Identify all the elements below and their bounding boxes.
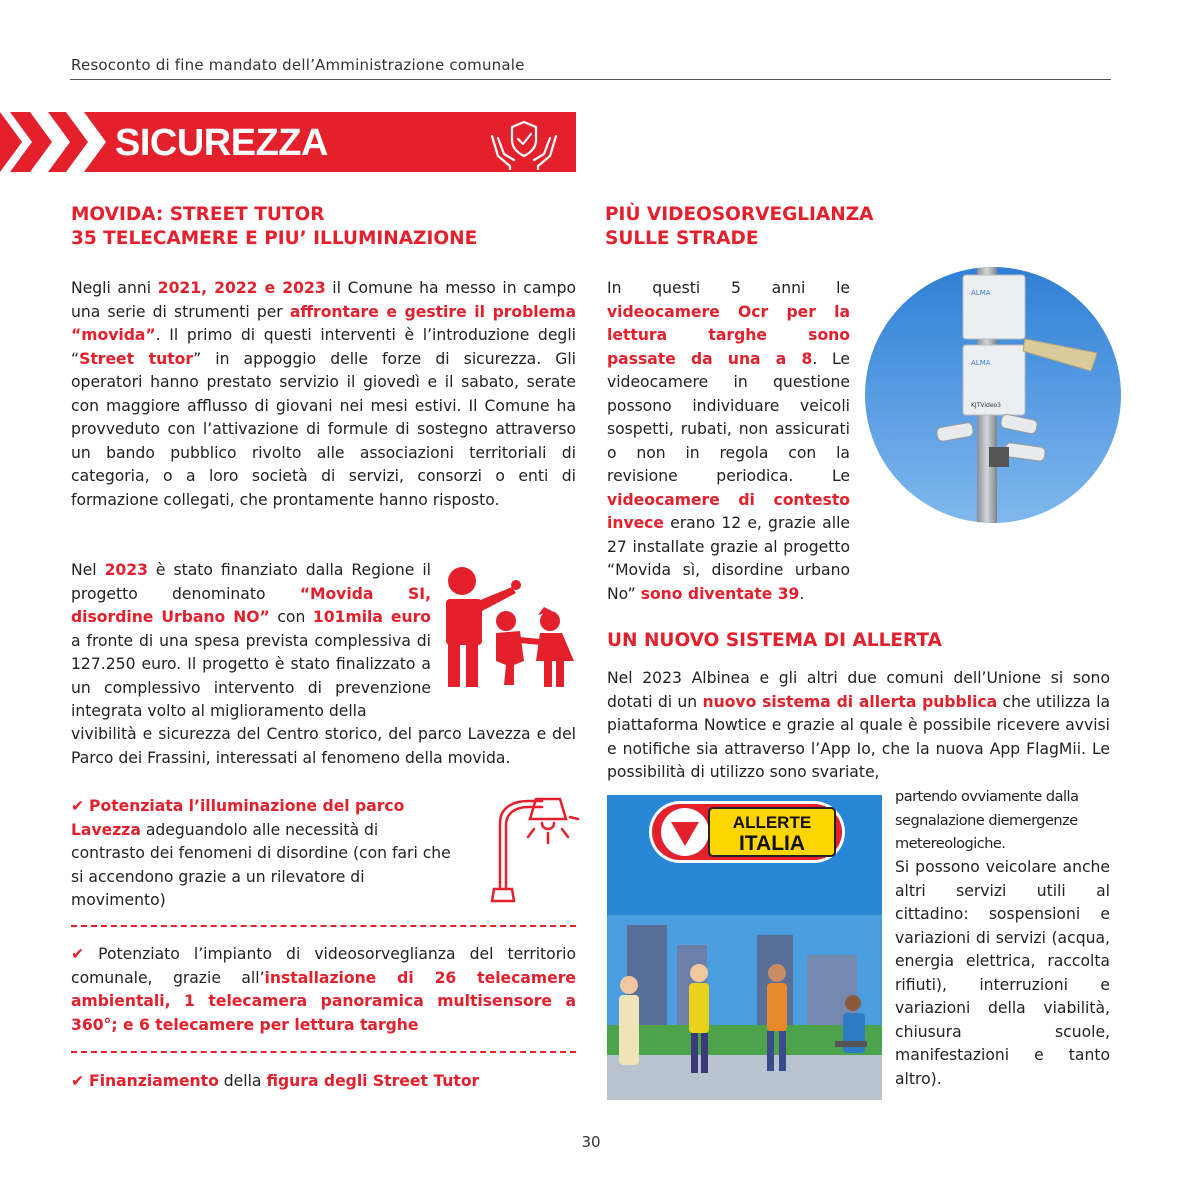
check-item-financing: [71, 1070, 576, 1094]
allerta-heading: UN NUOVO SISTEMA DI ALLERTA: [607, 630, 942, 651]
text: Negli anni: [71, 279, 158, 297]
highlight: 101mila euro: [312, 608, 431, 626]
movida-paragraph-2-tail: vivibilità e sicurezza del Centro storico, del parco Lavezza e del Parco dei Frassini, interessati al fenomeno della movida.: [71, 725, 576, 767]
text: è stato finanziato dalla Regione il progetto denominato: [71, 561, 431, 603]
text: con: [269, 608, 313, 626]
allerta-paragraph: [607, 667, 1110, 785]
camera-label: KJTVideo3: [971, 402, 1001, 409]
dashed-divider: [71, 1051, 576, 1053]
text: ” in appoggio delle forze di sicurezza. Gli operatori hanno prestato servizio il giovedì e il sabato, serate con maggiore afflusso di giovani nei mesi estivi. Il Comune ha provveduto con l’attivazione di formule di sostegno attraverso un bando pubblico rivolto alle associazioni territoriali di categoria, o a loro società di servizi, consorzi o enti di formazione collegati, che prontamente hanno risposto.: [71, 349, 576, 509]
text: Nel: [71, 561, 105, 579]
text: adeguandolo alle necessità di contrasto dei fenomeni di disordine (con fari che si accendono grazie a un rilevatore di movimento): [71, 820, 451, 909]
text: .: [799, 584, 805, 603]
text: . Il primo di questi interventi è l’introduzione degli “: [71, 326, 576, 368]
text: della: [218, 1072, 267, 1090]
highlight: Finanziamento: [89, 1072, 219, 1090]
highlight: nuovo sistema di allerta pubblica: [702, 692, 998, 711]
highlight: Street tutor: [79, 349, 194, 368]
highlight: videocamere Ocr per la lettura targhe sono passate da una a 8: [607, 302, 850, 368]
street-tutor-illustration: [440, 565, 580, 695]
camera-label: ALMA: [971, 359, 991, 367]
section-banner: [0, 112, 576, 172]
check-item-illumination: [71, 795, 451, 913]
movida-heading-line2: 35 TELECAMERE E PIU’ ILLUMINAZIONE: [71, 228, 478, 249]
text: erano 12 e, grazie alle 27 installate grazie al progetto “Movida sì, disordine urbano No”: [607, 514, 850, 603]
page-number: 30: [581, 1133, 601, 1151]
shield-hands-icon: [488, 116, 560, 170]
highlight: videocamere di contesto invece: [607, 490, 850, 532]
dashed-divider: [71, 925, 576, 927]
street-lamp-icon: [480, 793, 580, 905]
check-mark: ✔: [71, 1072, 85, 1090]
highlight: 2023: [104, 561, 148, 579]
check-mark: ✔: [71, 797, 85, 815]
highlight: Potenziata l’illuminazione del parco Lavezza: [71, 797, 405, 839]
highlight: installazione di 26 telecamere ambientali, 1 telecamera panoramica multisensore a 360°; e 6 telecamere per lettura targhe: [71, 968, 576, 1034]
text: In questi 5 anni le: [607, 279, 850, 297]
allerta-emergenze: partendo ovviamente dalla segnalazione diemergenze metereologiche.: [895, 789, 1079, 852]
movida-paragraph-2: [71, 559, 431, 724]
allerte-logo-line1: ALLERTE: [732, 813, 812, 832]
movida-heading-line1: MOVIDA: STREET TUTOR: [71, 204, 325, 225]
document-header: Resoconto di fine mandato dell’Amministrazione comunale: [71, 56, 525, 74]
highlight: affrontare e gestire il problema “movida”: [71, 302, 577, 344]
video-heading-line1: PIÙ VIDEOSORVEGLIANZA: [605, 204, 874, 225]
camera-label: ALMA: [971, 289, 991, 297]
highlight: sono diventate 39: [640, 584, 800, 603]
movida-paragraph-1: [71, 277, 576, 512]
text: che utilizza la piattaforma Nowtice e grazie al quale è possibile ricevere avvisi e notifiche sia attraverso l’App Io, che la nuova App FlagMii. Le possibilità di utilizzo sono svariate,: [607, 692, 1110, 781]
text: . Le videocamere in questione possono individuare veicoli sospetti, rubati, non assicurati o non in regola con la revisione periodica. Le: [607, 349, 851, 485]
check-mark: ✔: [71, 945, 85, 963]
text: Potenziato l’impianto di videosorveglianza del territorio comunale, grazie all’: [71, 945, 576, 987]
section-title: SICUREZZA: [115, 122, 328, 164]
chevrons-icon: [0, 112, 110, 172]
text: Nel 2023 Albinea e gli altri due comuni dell’Unione si sono dotati di un: [607, 669, 1110, 711]
video-heading-line2: SULLE STRADE: [605, 228, 759, 249]
allerta-servizi: Si possono veicolare anche altri servizi utili al cittadino: sospensioni e variazioni di servizi (acqua, energia elettrica, raccolta rifiuti), interruzioni e variazioni della viabilità, chiusura scuole, manifestazioni e tanto altro).: [895, 858, 1110, 1088]
check-item-videosurveillance: [71, 943, 576, 1037]
video-paragraph: [607, 277, 850, 606]
header-rule: [70, 79, 1111, 80]
camera-photo: [865, 267, 1121, 523]
text: a fronte di una spesa prevista complessiva di 127.250 euro. Il progetto è stato finalizzato a un complessivo intervento di prevenzione integrata volto al miglioramento della: [71, 631, 431, 720]
highlight: “Movida SI, disordine Urbano NO”: [71, 584, 432, 626]
allerte-logo-line2: ITALIA: [738, 832, 806, 855]
highlight: 2021, 2022 e 2023: [157, 279, 326, 297]
highlight: figura degli Street Tutor: [266, 1072, 480, 1090]
allerte-italia-illustration: [607, 795, 882, 1100]
text: il Comune ha messo in campo una serie di strumenti per: [71, 279, 577, 321]
